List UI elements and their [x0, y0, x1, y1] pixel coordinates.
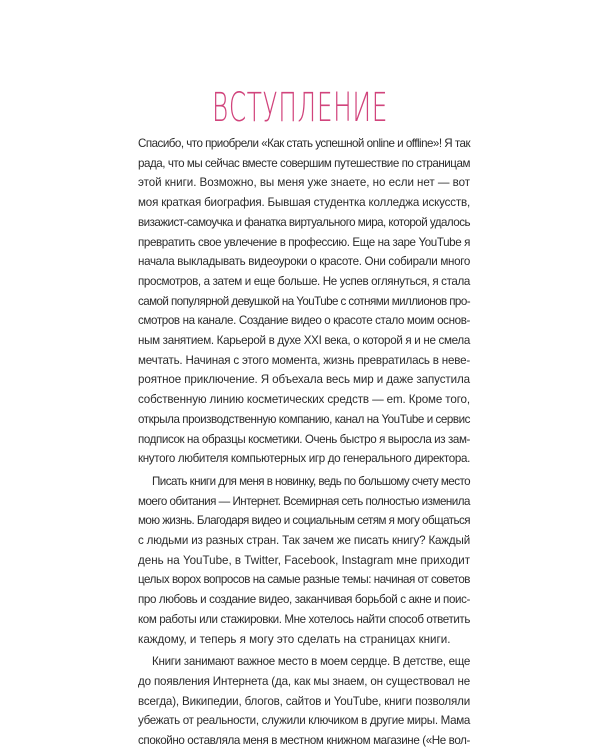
text-line: до появления Интернета (да, как мы знаем, он существовал не [138, 674, 470, 688]
text-line: моя краткая биография. Бывшая студентка колледжа искусств, [138, 196, 470, 210]
text-line: убежать от реальности, служили ключиком в другие миры. Мама [138, 714, 470, 728]
text-line: мою жизнь. Благодаря видео и социальным сетям я могу общаться [138, 514, 471, 528]
text-line: роятное приключение. Я объехала весь мир и даже запустила [138, 373, 471, 387]
text-line: рада, что мы сейчас вместе совершим путешествие по страницам [138, 156, 471, 170]
text-line: целых ворох вопросов на самые разные темы: начиная от советов [138, 573, 471, 587]
text-line: этой книги. Возможно, вы меня уже знаете, но если нет — вот [138, 176, 470, 190]
text-line: всегда), Википедии, блогов, сайтов и YouTube, книги позволяли [138, 694, 471, 708]
text-line: превратить свое увлечение в профессию. Еще на заре YouTube я [138, 235, 470, 249]
text-line: мечтать. Начиная с этого момента, жизнь превратилась в неве- [138, 353, 470, 367]
text-line: моего обитания — Интернет. Всемирная сеть полностью изменила [138, 494, 470, 508]
body-text [138, 134, 470, 751]
text-line: смотров на канале. Создание видео о красоте стало моим основ- [138, 314, 470, 328]
text-line: кнутого любителя компьютерных игр до генерального директора. [138, 452, 470, 466]
text-line: Книги занимают важное место в моем сердце. В детстве, еще [152, 655, 470, 669]
paragraph-2 [138, 472, 470, 649]
paragraph-1 [138, 134, 470, 469]
text-line: собственную линию косметических средств — em. Кроме того, [138, 393, 470, 407]
text-line: просмотров, а затем и еще больше. Не успев оглянуться, я стала [138, 274, 471, 288]
text-line: спокойно оставляла меня в местном книжном магазине («Не вол- [138, 734, 471, 748]
text-line: каждому, и теперь я могу это сделать на страницах книги. [138, 632, 451, 646]
text-line: Спасибо, что приобрели «Как стать успешной online и offline»! Я так [138, 137, 470, 150]
text-line: Писать книги для меня в новинку, ведь по большому счету место [152, 474, 470, 488]
text-line: про любовь и создание видео, заканчивая борьбой с акне и поис- [138, 593, 470, 607]
paragraph-3 [138, 652, 470, 751]
text-line: ком работы или стажировки. Мне хотелось найти способ ответить [138, 612, 470, 626]
chapter-title: ВСТУПЛЕНИЕ [211, 85, 389, 131]
text-line: начала выкладывать видеоуроки о красоте. Они собирали много [138, 255, 470, 269]
text-line: самой популярной девушкой на YouTube с сотнями миллионов про- [138, 294, 470, 308]
text-line: визажист-самоучка и фанатка виртуального мира, которой удалось [138, 215, 471, 229]
text-line: ным занятием. Карьерой в духе XXI века, о которой я и не смела [138, 334, 471, 348]
text-line: с людьми из разных стран. Так зачем же писать книгу? Каждый [138, 534, 471, 548]
text-line: день на YouTube, в Twitter, Facebook, Instagram мне приходит [138, 553, 470, 567]
text-line: подписок на образцы косметики. Очень быстро я выросла из зам- [138, 432, 470, 446]
text-line: открыла производственную компанию, канал на YouTube и сервис [138, 412, 470, 426]
